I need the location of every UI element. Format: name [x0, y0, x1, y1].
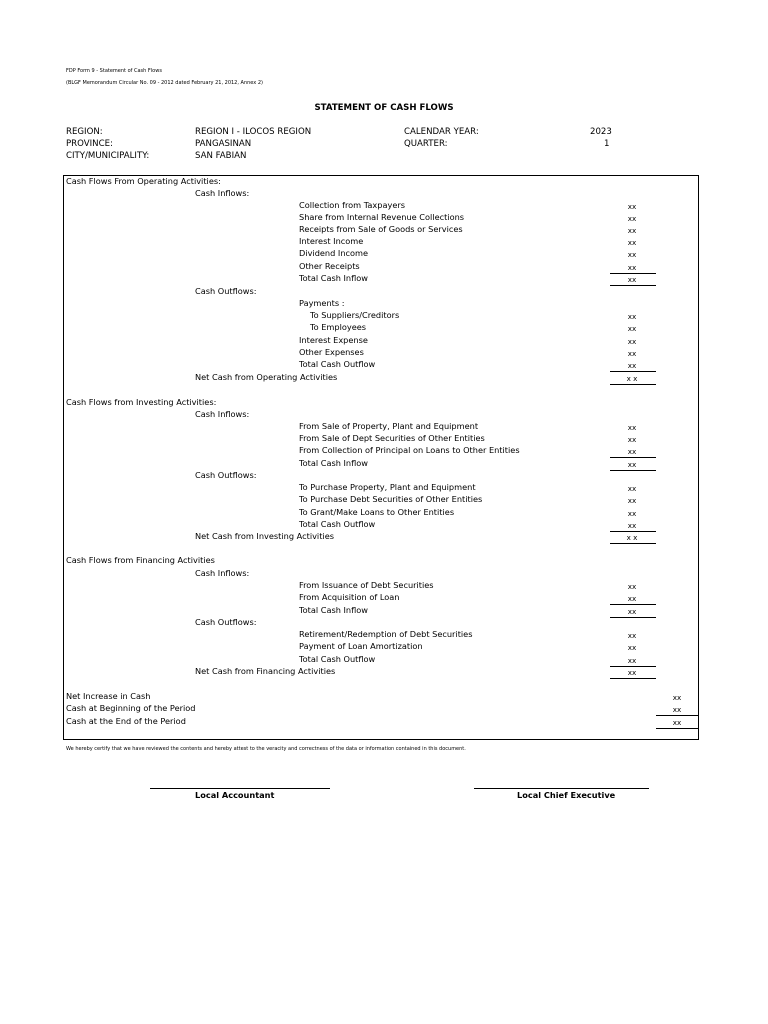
total-amount: xx	[627, 656, 637, 665]
total-amount: xx	[627, 275, 637, 284]
total-label: Total Cash Outflow	[299, 359, 376, 369]
underline	[656, 715, 698, 716]
underline	[656, 728, 698, 729]
signature-label-executive: Local Chief Executive	[517, 790, 616, 800]
financing-outflows-label: Cash Outflows:	[195, 617, 257, 627]
underline	[610, 273, 656, 274]
line-item-amount: xx	[627, 594, 637, 603]
line-item-amount: xx	[627, 423, 637, 432]
line-item-label: To Purchase Debt Securities of Other Entities	[299, 494, 483, 504]
quarter-value: 1	[604, 139, 610, 149]
line-item-label: Payment of Loan Amortization	[299, 641, 423, 651]
total-amount: xx	[627, 361, 637, 370]
line-item-amount: xx	[627, 496, 637, 505]
line-item-label: From Sale of Dept Securities of Other Entities	[299, 433, 485, 443]
form-number: FDP Form 9 - Statement of Cash Flows	[66, 68, 162, 74]
summary-label: Cash at Beginning of the Period	[66, 703, 196, 713]
operating-section-title: Cash Flows From Operating Activities:	[66, 176, 221, 186]
summary-label: Cash at the End of the Period	[66, 716, 186, 726]
underline	[610, 543, 656, 544]
line-item-label: Other Receipts	[299, 261, 360, 271]
total-label: Total Cash Outflow	[299, 654, 376, 664]
financing-inflows-label: Cash Inflows:	[195, 568, 250, 578]
line-item-amount: xx	[627, 238, 637, 247]
line-item-label: Dividend Income	[299, 248, 369, 258]
line-item-label: To Purchase Property, Plant and Equipment	[299, 482, 476, 492]
page-title: STATEMENT OF CASH FLOWS	[314, 103, 454, 113]
city-value: SAN FABIAN	[195, 151, 247, 161]
underline	[610, 384, 656, 385]
signature-line-accountant	[150, 788, 330, 789]
underline	[610, 285, 656, 286]
operating-outflows-label: Cash Outflows:	[195, 286, 257, 296]
statement-table	[63, 175, 699, 740]
line-item-label: Interest Expense	[299, 335, 368, 345]
net-amount: x x	[626, 533, 638, 542]
line-item-amount: xx	[627, 337, 637, 346]
payments-label: Payments :	[299, 298, 345, 308]
total-label: Total Cash Outflow	[299, 519, 376, 529]
summary-label: Net Increase in Cash	[66, 691, 151, 701]
line-item-amount: xx	[627, 484, 637, 493]
line-item-amount: xx	[627, 312, 637, 321]
total-label: Total Cash Inflow	[299, 605, 368, 615]
calendar-year-value: 2023	[590, 127, 612, 137]
region-value: REGION I - ILOCOS REGION	[195, 127, 312, 137]
line-item-label: From Issuance of Debt Securities	[299, 580, 434, 590]
net-label: Net Cash from Financing Activities	[195, 666, 336, 676]
underline	[610, 371, 656, 372]
signature-line-executive	[474, 788, 649, 789]
certification-text: We hereby certify that we have reviewed the contents and hereby attest to the veracity and correctness of the data or information contained in this document.	[66, 746, 466, 752]
line-item-label: Receipts from Sale of Goods or Services	[299, 224, 463, 234]
total-label: Total Cash Inflow	[299, 458, 368, 468]
underline	[610, 470, 656, 471]
line-item-label: To Grant/Make Loans to Other Entities	[299, 507, 455, 517]
line-item-amount: xx	[627, 214, 637, 223]
province-value: PANGASINAN	[195, 139, 252, 149]
line-item-label: From Acquisition of Loan	[299, 592, 400, 602]
underline	[610, 666, 656, 667]
underline	[610, 678, 656, 679]
line-item-label: Other Expenses	[299, 347, 364, 357]
line-item-amount: xx	[627, 447, 637, 456]
calendar-year-label: CALENDAR YEAR:	[404, 127, 479, 137]
underline	[610, 457, 656, 458]
net-amount: x x	[626, 374, 638, 383]
line-item-amount: xx	[627, 643, 637, 652]
province-label: PROVINCE:	[66, 139, 113, 149]
form-reference: (BLGF Memorandum Circular No. 09 - 2012 dated February 21, 2012, Annex 2)	[66, 80, 263, 86]
financing-section-title: Cash Flows from Financing Activities	[66, 555, 215, 565]
total-label: Total Cash Inflow	[299, 273, 368, 283]
underline	[610, 604, 656, 605]
investing-outflows-label: Cash Outflows:	[195, 470, 257, 480]
line-item-label: Collection from Taxpayers	[299, 200, 405, 210]
line-item-amount: xx	[627, 631, 637, 640]
investing-inflows-label: Cash Inflows:	[195, 409, 250, 419]
line-item-amount: xx	[627, 435, 637, 444]
summary-amount: xx	[672, 718, 682, 727]
line-item-amount: xx	[627, 509, 637, 518]
line-item-amount: xx	[627, 263, 637, 272]
total-amount: xx	[627, 607, 637, 616]
line-item-label: From Sale of Property, Plant and Equipment	[299, 421, 479, 431]
line-item-amount: xx	[627, 324, 637, 333]
line-item-label: Interest Income	[299, 236, 364, 246]
city-label: CITY/MUNICIPALITY:	[66, 151, 150, 161]
underline	[610, 617, 656, 618]
line-item-amount: xx	[627, 202, 637, 211]
line-item-label: From Collection of Principal on Loans to Other Entities	[299, 445, 520, 455]
quarter-label: QUARTER:	[404, 139, 448, 149]
line-item-amount: xx	[627, 226, 637, 235]
line-item-label: Retirement/Redemption of Debt Securities	[299, 629, 473, 639]
net-amount: xx	[627, 668, 637, 677]
summary-amount: xx	[672, 693, 682, 702]
line-item-amount: xx	[627, 349, 637, 358]
investing-section-title: Cash Flows from Investing Activities:	[66, 397, 217, 407]
line-item-label: To Suppliers/Creditors	[310, 310, 400, 320]
total-amount: xx	[627, 460, 637, 469]
net-label: Net Cash from Investing Activities	[195, 531, 334, 541]
operating-inflows-label: Cash Inflows:	[195, 188, 250, 198]
line-item-amount: xx	[627, 250, 637, 259]
total-amount: xx	[627, 521, 637, 530]
summary-amount: xx	[672, 705, 682, 714]
underline	[610, 531, 656, 532]
line-item-label: To Employees	[310, 322, 367, 332]
line-item-label: Share from Internal Revenue Collections	[299, 212, 465, 222]
signature-label-accountant: Local Accountant	[195, 790, 275, 800]
net-label: Net Cash from Operating Activities	[195, 372, 338, 382]
line-item-amount: xx	[627, 582, 637, 591]
region-label: REGION:	[66, 127, 103, 137]
